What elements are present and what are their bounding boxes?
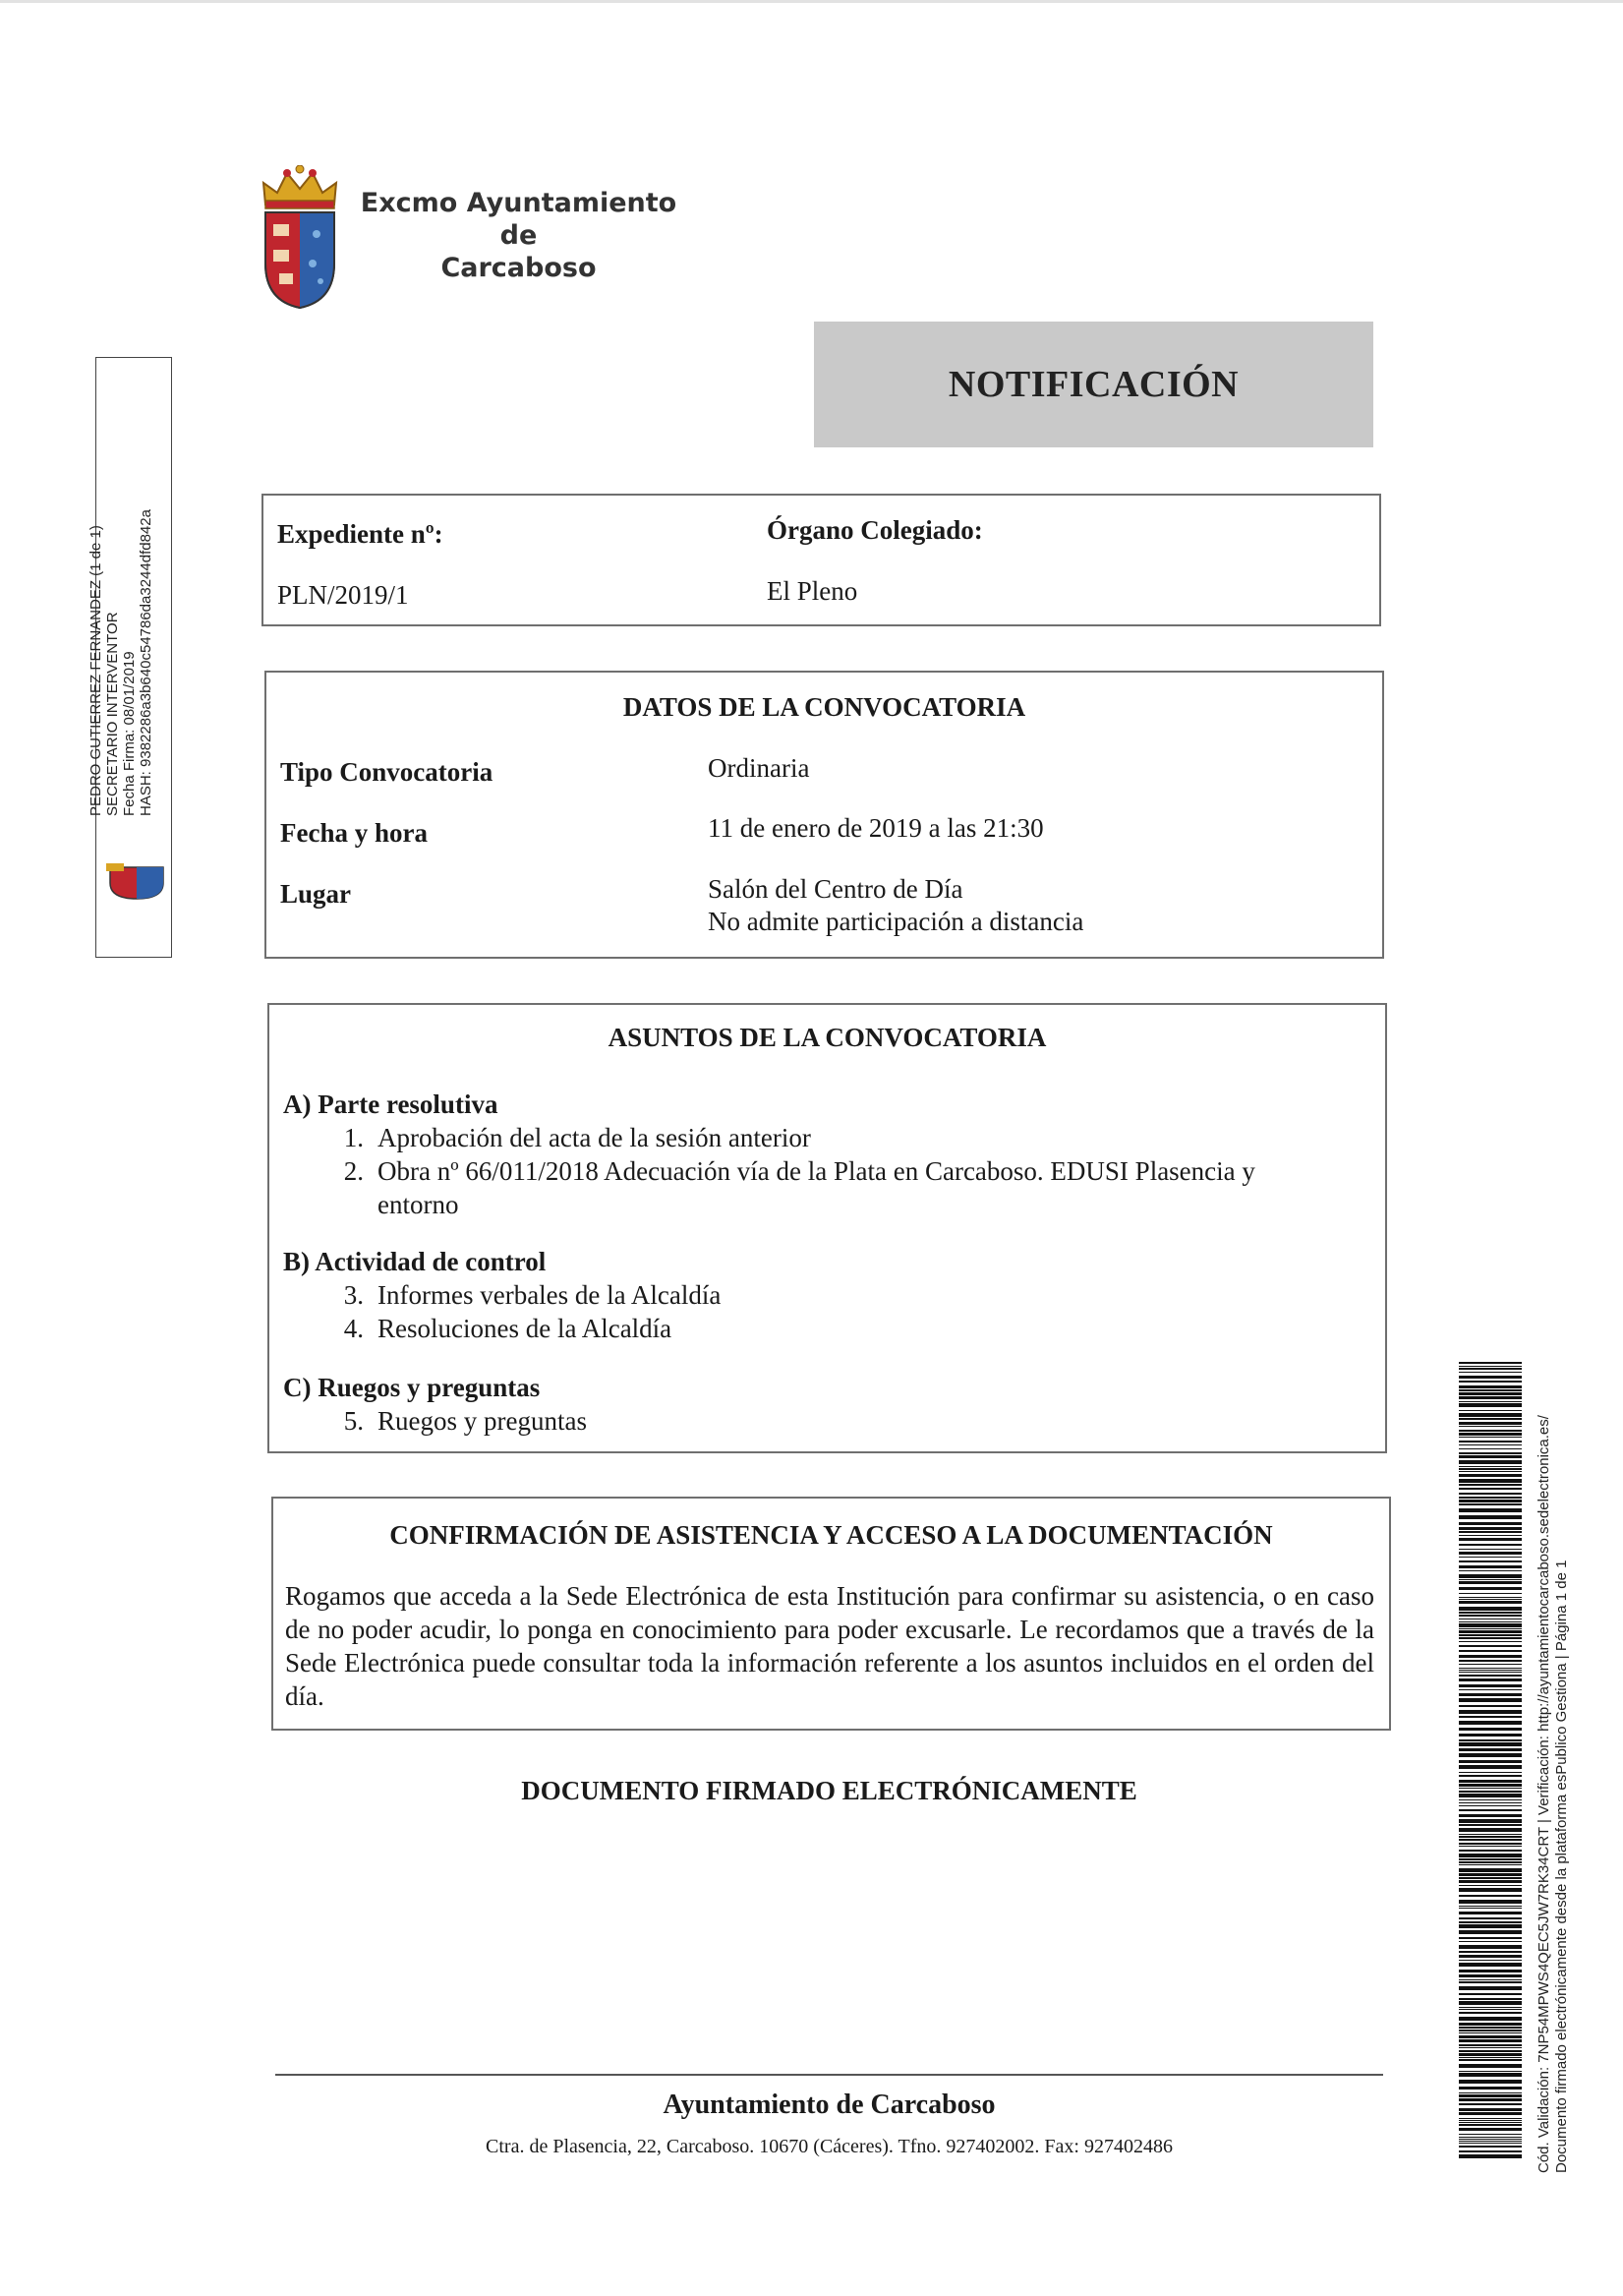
barcode-bar bbox=[1459, 1941, 1522, 1942]
item-number: 4. bbox=[343, 1314, 364, 1343]
barcode-bar bbox=[1459, 1791, 1522, 1793]
organization-name bbox=[349, 187, 688, 284]
barcode-bar bbox=[1459, 2027, 1522, 2029]
barcode-bar bbox=[1459, 1917, 1522, 1919]
barcode-bar bbox=[1459, 1444, 1522, 1445]
barcode-bar bbox=[1459, 1413, 1522, 1417]
barcode-bar bbox=[1459, 1742, 1522, 1746]
barcode-bar bbox=[1459, 1858, 1522, 1860]
barcode-bar bbox=[1459, 1650, 1522, 1652]
barcode-bar bbox=[1459, 1645, 1522, 1647]
expediente-box bbox=[261, 494, 1381, 626]
barcode-bar bbox=[1459, 2108, 1522, 2111]
barcode-bar bbox=[1459, 1418, 1522, 1420]
item-text: Obra nº 66/011/2018 Adecuación vía de la Plata en Carcaboso. EDUSI Plasencia y entorno bbox=[377, 1156, 1255, 1219]
barcode-bar bbox=[1459, 1549, 1522, 1550]
barcode-bar bbox=[1459, 1854, 1522, 1857]
barcode-bar bbox=[1459, 2080, 1522, 2084]
section-b-list bbox=[324, 1278, 1327, 1345]
barcode-bar bbox=[1459, 1460, 1522, 1464]
barcode-bar bbox=[1459, 1403, 1522, 1407]
barcode-bar bbox=[1459, 1670, 1522, 1671]
barcode-bar bbox=[1459, 1839, 1522, 1841]
barcode-bar bbox=[1459, 1488, 1522, 1490]
section-b-heading: B) Actividad de control bbox=[283, 1247, 547, 1276]
barcode-bar bbox=[1459, 2023, 1522, 2026]
barcode-bar bbox=[1459, 2120, 1522, 2121]
barcode-bar bbox=[1459, 1951, 1522, 1953]
org-name-line3: Carcaboso bbox=[440, 253, 597, 283]
footer-organization: Ayuntamiento de Carcaboso bbox=[663, 2090, 996, 2120]
expediente-label: Expediente nº: bbox=[277, 519, 443, 549]
barcode-bar bbox=[1459, 1675, 1522, 1677]
barcode-bar bbox=[1459, 1538, 1522, 1541]
barcode-bar bbox=[1459, 2087, 1522, 2090]
list-item bbox=[324, 1278, 1327, 1312]
barcode-bar bbox=[1459, 1993, 1522, 1995]
section-c-heading: C) Ruegos y preguntas bbox=[283, 1373, 541, 1402]
barcode-bar bbox=[1459, 1739, 1522, 1741]
barcode-bar bbox=[1459, 1544, 1522, 1546]
org-name-line1: Excmo Ayuntamiento bbox=[360, 188, 677, 218]
barcode-icon bbox=[1459, 1362, 1522, 2160]
item-number: 3. bbox=[343, 1280, 364, 1310]
barcode-bar bbox=[1459, 1799, 1522, 1800]
barcode-bar bbox=[1459, 2092, 1522, 2093]
validation-code: Cód. Validación: 7NP54MPWS4QEC5JW7RK34CRT | Verificación: http://ayuntamientocarcaboso.sedelectronica.es/ bbox=[1536, 1415, 1552, 2173]
barcode-bar bbox=[1459, 1678, 1522, 1681]
barcode-bar bbox=[1459, 1448, 1522, 1449]
signature-hash: HASH: 9382286a3b640c54786da3244dfd842a bbox=[138, 509, 154, 816]
small-coat-of-arms-icon bbox=[104, 861, 169, 901]
barcode-bar bbox=[1459, 1921, 1522, 1923]
barcode-bar bbox=[1459, 1828, 1522, 1832]
barcode-bar bbox=[1459, 1668, 1522, 1669]
signature-stamp-text bbox=[87, 462, 154, 816]
barcode-bar bbox=[1459, 1441, 1522, 1442]
barcode-bar bbox=[1459, 1474, 1522, 1477]
list-item bbox=[324, 1121, 1327, 1154]
barcode-bar bbox=[1459, 1385, 1522, 1388]
barcode-bar bbox=[1459, 1565, 1522, 1568]
organo-value: El Pleno bbox=[767, 576, 858, 606]
barcode-bar bbox=[1459, 1900, 1522, 1904]
barcode-bar bbox=[1459, 1503, 1522, 1505]
tipo-value: Ordinaria bbox=[708, 753, 810, 783]
barcode-bar bbox=[1459, 1641, 1522, 1642]
barcode-bar bbox=[1459, 1809, 1522, 1811]
footer-address: Ctra. de Plasencia, 22, Carcaboso. 10670 (Cáceres). Tfno. 927402002. Fax: 927402486 bbox=[486, 2136, 1173, 2157]
coat-of-arms-icon bbox=[258, 165, 342, 311]
barcode-bar bbox=[1459, 1824, 1522, 1826]
barcode-bar bbox=[1459, 2035, 1522, 2038]
barcode-bar bbox=[1459, 1433, 1522, 1436]
barcode-bar bbox=[1459, 1885, 1522, 1886]
confirmacion-body: Rogamos que acceda a la Sede Electrónica de esta Institución para confirmar su asistencia, o en caso de no poder acudir, lo ponga en conocimiento para poder excusarle. Le recordamos que a través de la Sede Electrónica puede consultar toda la información referente a los asuntos incluidos en el orden del día. bbox=[285, 1581, 1374, 1711]
confirmacion-box bbox=[271, 1497, 1391, 1731]
item-number: 1. bbox=[343, 1123, 364, 1152]
barcode-bar bbox=[1459, 1552, 1522, 1555]
barcode-bar bbox=[1459, 1814, 1522, 1817]
barcode-bar bbox=[1459, 1557, 1522, 1558]
section-a-heading: A) Parte resolutiva bbox=[283, 1089, 498, 1119]
barcode-bar bbox=[1459, 2141, 1522, 2142]
barcode-bar bbox=[1459, 1819, 1522, 1823]
lugar-value-1: Salón del Centro de Día bbox=[708, 874, 963, 904]
barcode-bar bbox=[1459, 1452, 1522, 1454]
barcode-bar bbox=[1459, 1660, 1522, 1662]
barcode-bar bbox=[1459, 1621, 1522, 1622]
barcode-bar bbox=[1459, 1734, 1522, 1737]
barcode-bar bbox=[1459, 1850, 1522, 1852]
barcode-bar bbox=[1459, 1912, 1522, 1914]
item-text: Resoluciones de la Alcaldía bbox=[377, 1314, 672, 1343]
datos-convocatoria-box bbox=[264, 671, 1384, 959]
barcode-bar bbox=[1459, 1560, 1522, 1562]
barcode-bar bbox=[1459, 1861, 1522, 1863]
signature-date: Fecha Firma: 08/01/2019 bbox=[121, 651, 138, 816]
barcode-bar bbox=[1459, 1924, 1522, 1928]
barcode-bar bbox=[1459, 1368, 1522, 1370]
barcode-bar bbox=[1459, 1880, 1522, 1883]
barcode-bar bbox=[1459, 2122, 1522, 2123]
barcode-bar bbox=[1459, 1960, 1522, 1961]
barcode-bar bbox=[1459, 1579, 1522, 1580]
barcode-bar bbox=[1459, 1986, 1522, 1990]
footer-divider bbox=[275, 2074, 1383, 2076]
barcode-bar bbox=[1459, 1497, 1522, 1499]
asuntos-title: ASUNTOS DE LA CONVOCATORIA bbox=[608, 1023, 1047, 1052]
barcode-bar bbox=[1459, 2103, 1522, 2105]
barcode-bar bbox=[1459, 1581, 1522, 1584]
barcode-bar bbox=[1459, 1664, 1522, 1665]
barcode-bar bbox=[1459, 1479, 1522, 1483]
barcode-bar bbox=[1459, 1888, 1522, 1892]
barcode-bar bbox=[1459, 2073, 1522, 2077]
barcode-bar bbox=[1459, 1623, 1522, 1627]
barcode-bar bbox=[1459, 1493, 1522, 1495]
barcode-bar bbox=[1459, 2118, 1522, 2119]
barcode-bar bbox=[1459, 1630, 1522, 1633]
barcode-bar bbox=[1459, 1728, 1522, 1731]
barcode-bar bbox=[1459, 1765, 1522, 1769]
barcode-bar bbox=[1459, 2124, 1522, 2126]
barcode-bar bbox=[1459, 1930, 1522, 1934]
signer-name: PEDRO GUTIERREZ FERNANDEZ (1 de 1) bbox=[87, 525, 104, 816]
barcode-bar bbox=[1459, 1979, 1522, 1980]
organo-label: Órgano Colegiado: bbox=[767, 515, 983, 545]
barcode-bar bbox=[1459, 1834, 1522, 1835]
validation-text bbox=[1536, 1357, 1571, 2173]
barcode-bar bbox=[1459, 2009, 1522, 2010]
barcode-bar bbox=[1459, 2137, 1522, 2138]
barcode-bar bbox=[1459, 1672, 1522, 1673]
barcode-bar bbox=[1459, 1396, 1522, 1399]
barcode-bar bbox=[1459, 2059, 1522, 2061]
barcode-bar bbox=[1459, 1877, 1522, 1879]
barcode-bar bbox=[1459, 2150, 1522, 2152]
barcode-bar bbox=[1459, 2047, 1522, 2048]
item-text: Ruegos y preguntas bbox=[377, 1406, 587, 1436]
barcode-bar bbox=[1459, 1607, 1522, 1611]
barcode-bar bbox=[1459, 1599, 1522, 1600]
barcode-bar bbox=[1459, 1716, 1522, 1718]
barcode-bar bbox=[1459, 2053, 1522, 2056]
item-number: 5. bbox=[343, 1406, 364, 1436]
lugar-label: Lugar bbox=[280, 879, 352, 909]
barcode-bar bbox=[1459, 2128, 1522, 2131]
signer-role: SECRETARIO INTERVENTOR bbox=[104, 612, 121, 816]
barcode-bar bbox=[1459, 1508, 1522, 1512]
barcode-bar bbox=[1459, 2044, 1522, 2046]
barcode-bar bbox=[1459, 1721, 1522, 1725]
barcode-bar bbox=[1459, 1748, 1522, 1751]
barcode-bar bbox=[1459, 2050, 1522, 2052]
barcode-bar bbox=[1459, 1422, 1522, 1425]
barcode-bar bbox=[1459, 1628, 1522, 1629]
barcode-bar bbox=[1459, 1615, 1522, 1617]
barcode-bar bbox=[1459, 1366, 1522, 1367]
barcode-bar bbox=[1459, 2030, 1522, 2031]
barcode-bar bbox=[1459, 1760, 1522, 1763]
barcode-bar bbox=[1459, 1376, 1522, 1379]
barcode-bar bbox=[1459, 1466, 1522, 1467]
lugar-value-2: No admite participación a distancia bbox=[708, 907, 1084, 936]
barcode-bar bbox=[1459, 2007, 1522, 2008]
asuntos-box bbox=[267, 1003, 1387, 1453]
barcode-bar bbox=[1459, 2039, 1522, 2042]
barcode-bar bbox=[1459, 1612, 1522, 1614]
barcode-bar bbox=[1459, 1484, 1522, 1486]
barcode-bar bbox=[1459, 1601, 1522, 1604]
barcode-bar bbox=[1459, 2017, 1522, 2021]
barcode-bar bbox=[1459, 1906, 1522, 1907]
barcode-bar bbox=[1459, 1705, 1522, 1707]
barcode-bar bbox=[1459, 1974, 1522, 1977]
barcode-bar bbox=[1459, 2057, 1522, 2058]
barcode-bar bbox=[1459, 1410, 1522, 1411]
list-item bbox=[324, 1312, 1327, 1345]
barcode-bar bbox=[1459, 1710, 1522, 1714]
barcode-bar bbox=[1459, 1471, 1522, 1472]
validation-platform: Documento firmado electrónicamente desde la plataforma esPublico Gestiona | Página 1 de 1 bbox=[1553, 1560, 1570, 2173]
barcode-bar bbox=[1459, 2112, 1522, 2115]
barcode-bar bbox=[1459, 1597, 1522, 1598]
barcode-bar bbox=[1459, 1780, 1522, 1783]
document-title: NOTIFICACIÓN bbox=[948, 364, 1240, 405]
barcode-bar bbox=[1459, 2143, 1522, 2144]
barcode-bar bbox=[1459, 1392, 1522, 1395]
barcode-bar bbox=[1459, 2139, 1522, 2140]
barcode-bar bbox=[1459, 1864, 1522, 1865]
barcode-bar bbox=[1459, 2064, 1522, 2068]
barcode-bar bbox=[1459, 1698, 1522, 1702]
barcode-bar bbox=[1459, 2134, 1522, 2135]
barcode-bar bbox=[1459, 1430, 1522, 1432]
barcode-bar bbox=[1459, 1868, 1522, 1872]
item-number: 2. bbox=[343, 1156, 364, 1186]
barcode-bar bbox=[1459, 2098, 1522, 2101]
notification-banner bbox=[814, 322, 1373, 447]
barcode-bar bbox=[1459, 1937, 1522, 1939]
barcode-bar bbox=[1459, 2071, 1522, 2072]
barcode-bar bbox=[1459, 1515, 1522, 1519]
barcode-bar bbox=[1459, 1693, 1522, 1696]
barcode-bar bbox=[1459, 1753, 1522, 1757]
barcode-bar bbox=[1459, 2094, 1522, 2097]
barcode-bar bbox=[1459, 1945, 1522, 1949]
barcode-bar bbox=[1459, 2146, 1522, 2148]
barcode-bar bbox=[1459, 1426, 1522, 1427]
barcode-bar bbox=[1459, 1531, 1522, 1533]
barcode-bar bbox=[1459, 1389, 1522, 1391]
barcode-bar bbox=[1459, 1802, 1522, 1803]
barcode-bar bbox=[1459, 1895, 1522, 1897]
barcode-bar bbox=[1459, 1775, 1522, 1777]
barcode-bar bbox=[1459, 1500, 1522, 1502]
barcode-bar bbox=[1459, 2032, 1522, 2033]
confirmacion-title: CONFIRMACIÓN DE ASISTENCIA Y ACCESO A LA DOCUMENTACIÓN bbox=[389, 1520, 1273, 1550]
signed-note: DOCUMENTO FIRMADO ELECTRÓNICAMENTE bbox=[521, 1776, 1137, 1805]
barcode-bar bbox=[1459, 2012, 1522, 2014]
barcode-bar bbox=[1459, 1372, 1522, 1373]
barcode-bar bbox=[1459, 1468, 1522, 1470]
datos-title: DATOS DE LA CONVOCATORIA bbox=[622, 692, 1026, 722]
barcode-bar bbox=[1459, 1634, 1522, 1636]
barcode-bar bbox=[1459, 1570, 1522, 1571]
barcode-bar bbox=[1459, 1574, 1522, 1578]
item-text: Informes verbales de la Alcaldía bbox=[377, 1280, 722, 1310]
barcode-bar bbox=[1459, 1805, 1522, 1806]
barcode-bar bbox=[1459, 1684, 1522, 1687]
barcode-bar bbox=[1459, 1522, 1522, 1525]
tipo-label: Tipo Convocatoria bbox=[280, 757, 493, 787]
barcode-bar bbox=[1459, 1455, 1522, 1458]
barcode-bar bbox=[1459, 1535, 1522, 1536]
barcode-bar bbox=[1459, 1908, 1522, 1909]
barcode-bar bbox=[1459, 1955, 1522, 1958]
barcode-bar bbox=[1459, 1593, 1522, 1594]
barcode-bar bbox=[1459, 1587, 1522, 1590]
barcode-bar bbox=[1459, 1788, 1522, 1789]
barcode-bar bbox=[1459, 1772, 1522, 1773]
barcode-bar bbox=[1459, 1655, 1522, 1658]
item-text: Aprobación del acta de la sesión anterior bbox=[377, 1123, 811, 1152]
list-item bbox=[324, 1154, 1327, 1221]
section-c-list bbox=[324, 1404, 1327, 1438]
fecha-label: Fecha y hora bbox=[280, 818, 428, 848]
barcode-bar bbox=[1459, 1843, 1522, 1845]
barcode-bar bbox=[1459, 1794, 1522, 1797]
barcode-bar bbox=[1459, 2001, 1522, 2005]
section-a-list bbox=[324, 1121, 1327, 1221]
barcode-bar bbox=[1459, 1362, 1522, 1364]
expediente-value: PLN/2019/1 bbox=[277, 580, 409, 610]
list-item bbox=[324, 1404, 1327, 1438]
barcode-bar bbox=[1459, 1846, 1522, 1847]
barcode-bar bbox=[1459, 1689, 1522, 1690]
barcode-bar bbox=[1459, 1527, 1522, 1530]
barcode-bar bbox=[1459, 1637, 1522, 1639]
barcode-bar bbox=[1459, 1970, 1522, 1972]
barcode-bar bbox=[1459, 1981, 1522, 1983]
barcode-bar bbox=[1459, 1784, 1522, 1787]
barcode-bar bbox=[1459, 2154, 1522, 2158]
barcode-bar bbox=[1459, 1401, 1522, 1402]
barcode-bar bbox=[1459, 1998, 1522, 2000]
barcode-bar bbox=[1459, 1381, 1522, 1383]
barcode-bar bbox=[1459, 1963, 1522, 1967]
fecha-value: 11 de enero de 2019 a las 21:30 bbox=[708, 813, 1044, 843]
scan-edge bbox=[0, 0, 1623, 3]
barcode-bar bbox=[1459, 1873, 1522, 1876]
barcode-bar bbox=[1459, 1437, 1522, 1438]
org-name-line2: de bbox=[499, 220, 538, 251]
barcode-bar bbox=[1459, 1836, 1522, 1838]
